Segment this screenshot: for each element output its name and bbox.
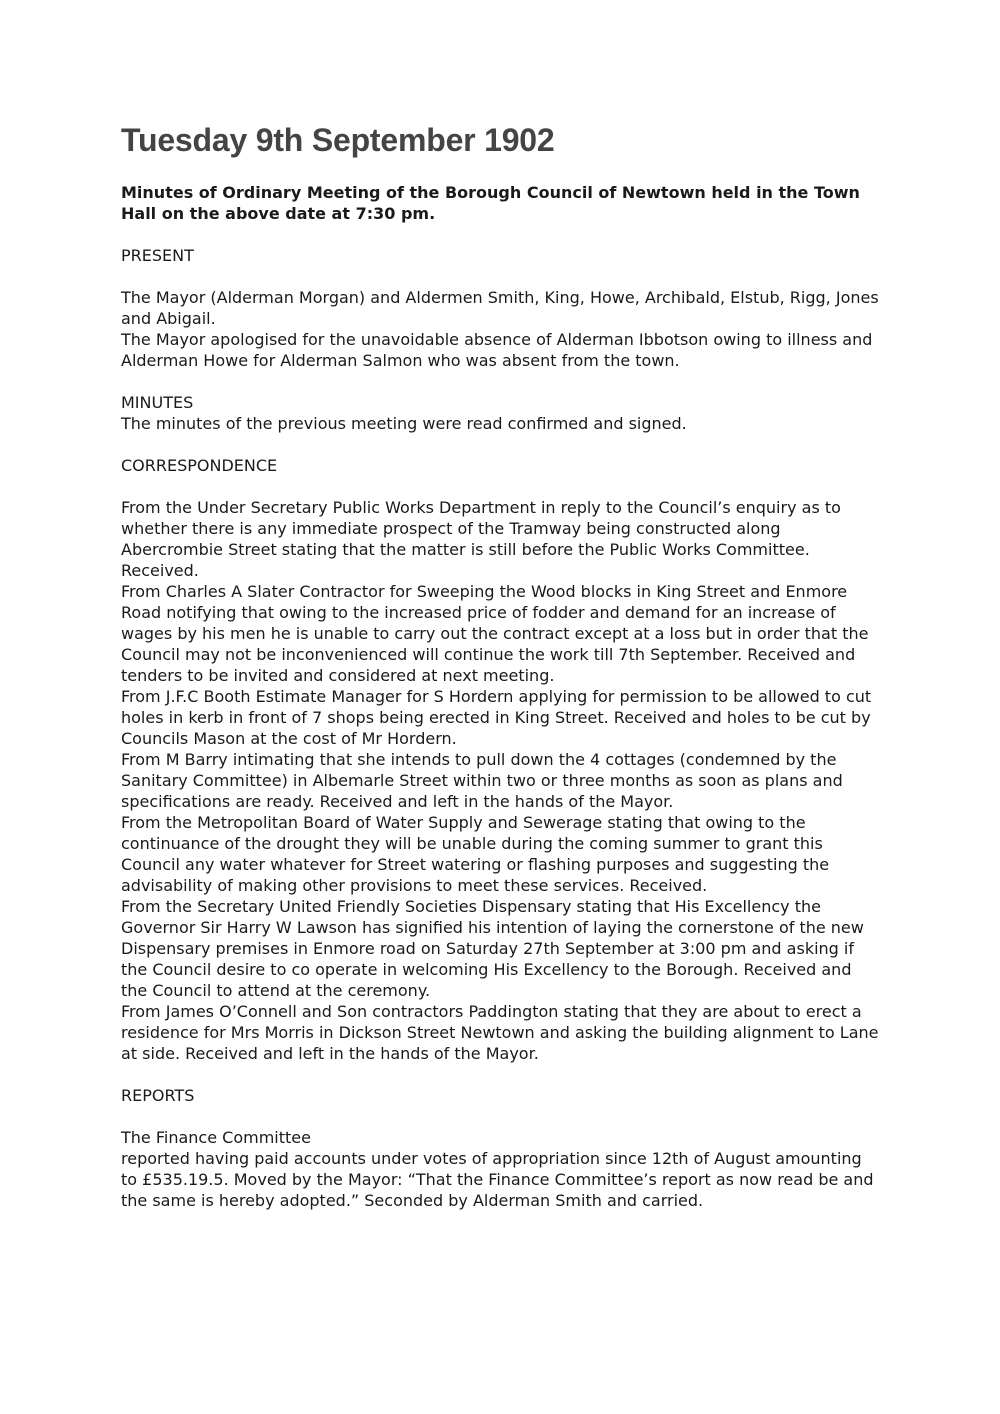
section-heading-minutes: MINUTES [121,393,194,412]
present-paragraph: The Mayor apologised for the unavoidable absence of Alderman Ibbotson owing to illness and Alderman Howe for Alderman Salmon who was absent from the town. [121,330,873,370]
correspondence-item: From the Secretary United Friendly Societies Dispensary stating that His Excellency the Governor Sir Harry W Lawson has signified his intention of laying the cornerstone of the new Dispensary premises in Enmore road on Saturday 27th September at 3:00 pm and asking if the Council desire to co operate in welcoming His Excellency to the Borough. Received and the Council to attend at the ceremony. [121,897,864,1000]
page-title: Tuesday 9th September 1902 [121,122,555,158]
correspondence-item: From James O’Connell and Son contractors Paddington stating that they are about to erect a residence for Mrs Morris in Dickson Street Newtown and asking the building alignment to Lane at side. Received and left in the hands of the Mayor. [121,1002,879,1063]
correspondence-item: From the Under Secretary Public Works Department in reply to the Council’s enquiry as to whether there is any immediate prospect of the Tramway being constructed along Abercrombie Street stating that the matter is still before the Public Works Committee. Received. [121,498,841,580]
finance-report-paragraph: reported having paid accounts under votes of appropriation since 12th of August amounting to £535.19.5. Moved by the Mayor: “That the Finance Committee’s report as now read be and the same is hereby adopted.” Seconded by Alderman Smith and carried. [121,1149,874,1210]
minutes-paragraph: The minutes of the previous meeting were read confirmed and signed. [121,414,687,433]
section-heading-correspondence: CORRESPONDENCE [121,456,278,475]
correspondence-item: From the Metropolitan Board of Water Supply and Sewerage stating that owing to the continuance of the drought they will be unable during the coming summer to grant this Council any water whatever for Street watering or flashing purposes and suggesting the advisability of making other provisions to meet these services. Received. [121,813,830,895]
correspondence-item: From J.F.C Booth Estimate Manager for S Hordern applying for permission to be allowed to cut holes in kerb in front of 7 shops being erected in King Street. Received and holes to be cut by Councils Mason at the cost of Mr Hordern. [121,687,872,748]
present-paragraph: The Mayor (Alderman Morgan) and Aldermen Smith, King, Howe, Archibald, Elstub, Rigg, Jones and Abigail. [121,288,879,328]
correspondence-item: From M Barry intimating that she intends to pull down the 4 cottages (condemned by the Sanitary Committee) in Albemarle Street within two or three months as soon as plans and specifications are ready. Received and left in the hands of the Mayor. [121,750,843,811]
report-subheading-finance: The Finance Committee [121,1128,311,1147]
meeting-subtitle: Minutes of Ordinary Meeting of the Borough Council of Newtown held in the Town Hall on the above date at 7:30 pm. [121,183,860,223]
correspondence-item: From Charles A Slater Contractor for Sweeping the Wood blocks in King Street and Enmore Road notifying that owing to the increased price of fodder and demand for an increase of wages by his men he is unable to carry out the contract except at a loss but in order that the Council may not be inconvenienced will continue the work till 7th September. Received and tenders to be invited and considered at next meeting. [121,582,869,685]
section-heading-present: PRESENT [121,246,194,265]
document-page [121,120,881,1211]
section-heading-reports: REPORTS [121,1086,195,1105]
